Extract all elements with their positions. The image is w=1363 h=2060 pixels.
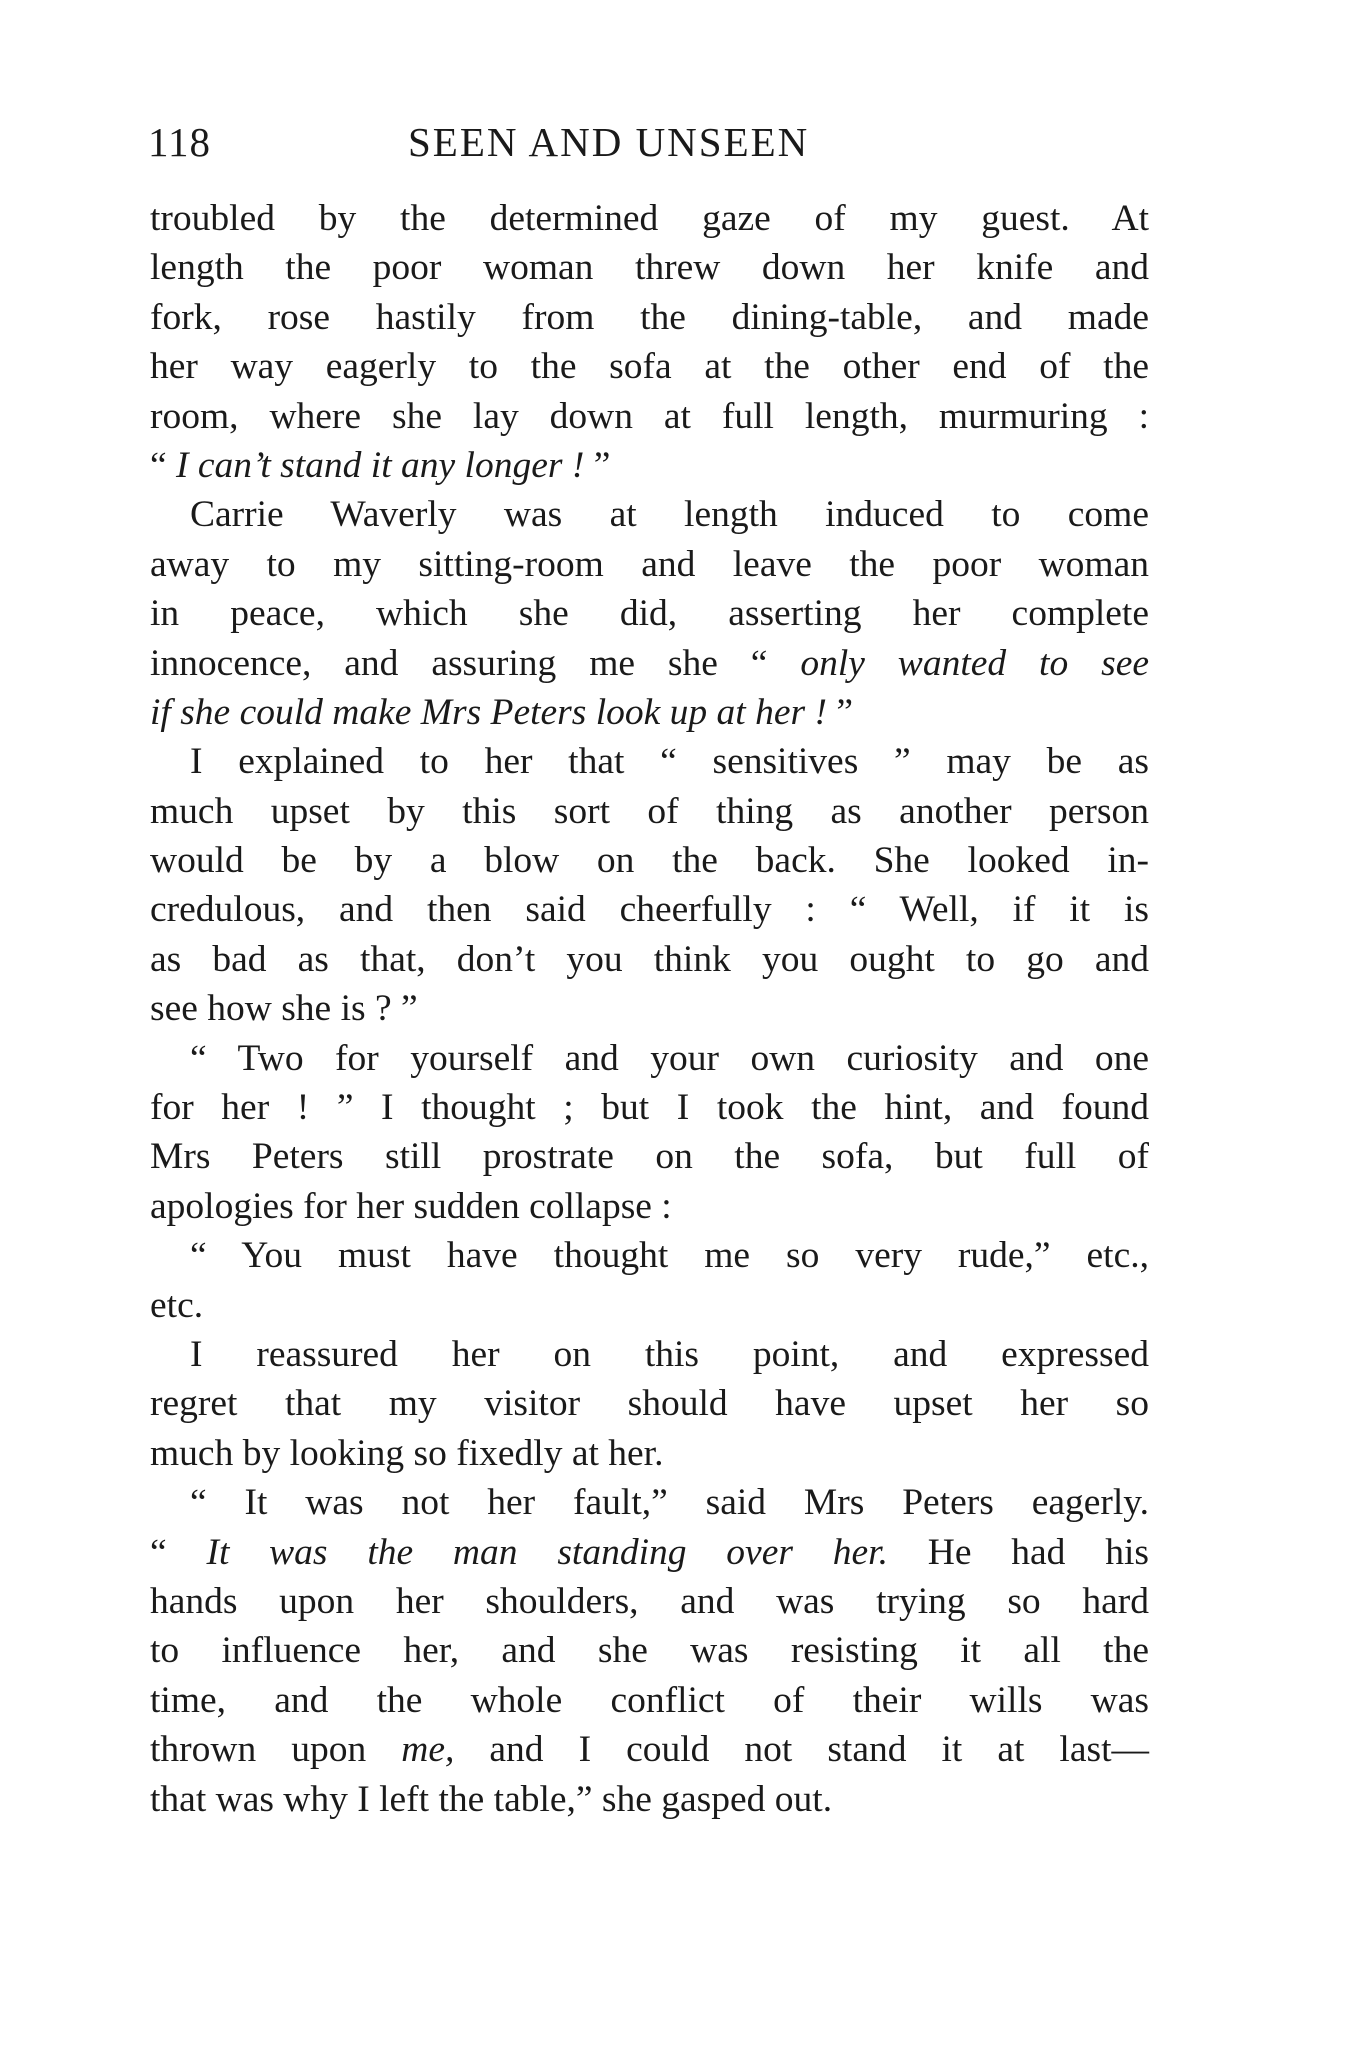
text-line: Mrs Peters still prostrate on the sofa, but full of bbox=[150, 1136, 1149, 1178]
text-line: “ You must have thought me so very rude,” etc., bbox=[190, 1235, 1149, 1277]
text-line: “ It was not her fault,” said Mrs Peters eagerly. bbox=[190, 1482, 1149, 1524]
text-line: etc. bbox=[150, 1284, 204, 1326]
text-line: credulous, and then said cheerfully : “ Well, if it is bbox=[150, 889, 1149, 931]
text-line: I reassured her on this point, and expressed bbox=[190, 1333, 1149, 1375]
text-line: if she could make Mrs Peters look up at her ! ” bbox=[150, 691, 853, 733]
running-title: SEEN AND UNSEEN bbox=[408, 119, 810, 165]
page-header bbox=[148, 118, 1150, 178]
text-line: Carrie Waverly was at length induced to come bbox=[190, 494, 1149, 536]
italic-text: only wanted to see bbox=[800, 642, 1149, 684]
text-line: for her ! ” I thought ; but I took the hint, and found bbox=[150, 1087, 1149, 1129]
text-line: room, where she lay down at full length, murmuring : bbox=[150, 395, 1149, 437]
text-line: much upset by this sort of thing as another person bbox=[150, 790, 1149, 832]
text-line: as bad as that, don’t you think you ought to go and bbox=[150, 938, 1149, 980]
text-line: length the poor woman threw down her knife and bbox=[150, 247, 1149, 289]
text-line: that was why I left the table,” she gasped out. bbox=[150, 1778, 833, 1820]
text-line: to influence her, and she was resisting it all the bbox=[150, 1630, 1149, 1672]
text-line: time, and the whole conflict of their wills was bbox=[150, 1679, 1149, 1721]
italic-text: if she could make Mrs Peters look up at her ! bbox=[150, 691, 827, 733]
text-line: “ Two for yourself and your own curiosity and one bbox=[190, 1037, 1149, 1079]
text-line: innocence, and assuring me she “ only wanted to see bbox=[150, 642, 1149, 684]
text-line: away to my sitting-room and leave the poor woman bbox=[150, 543, 1149, 585]
text-line: would be by a blow on the back. She looked in- bbox=[150, 840, 1149, 882]
text-line: in peace, which she did, asserting her complete bbox=[150, 593, 1149, 635]
page-number: 118 bbox=[148, 119, 211, 165]
text-line: troubled by the determined gaze of my guest. At bbox=[150, 198, 1149, 239]
text-line: hands upon her shoulders, and was trying so hard bbox=[150, 1580, 1149, 1622]
text-line: apologies for her sudden collapse : bbox=[150, 1185, 672, 1227]
text-line: much by looking so fixedly at her. bbox=[150, 1432, 664, 1474]
text-line: fork, rose hastily from the dining-table, and made bbox=[150, 296, 1149, 338]
text-line: regret that my visitor should have upset her so bbox=[150, 1383, 1149, 1425]
italic-text: me, bbox=[401, 1729, 455, 1771]
italic-text: I can’t stand it any longer ! bbox=[176, 444, 585, 486]
italic-text: It was the man standing over her. bbox=[206, 1531, 888, 1573]
text-line: I explained to her that “ sensitives ” may be as bbox=[190, 741, 1149, 783]
text-line: “ It was the man standing over her. He had his bbox=[150, 1531, 1149, 1573]
text-line: see how she is ? ” bbox=[150, 988, 418, 1030]
text-line: “ I can’t stand it any longer ! ” bbox=[150, 444, 611, 486]
text-line: thrown upon me, and I could not stand it at last— bbox=[150, 1729, 1149, 1771]
body-text bbox=[150, 194, 1149, 1824]
text-line: her way eagerly to the sofa at the other end of the bbox=[150, 346, 1149, 388]
